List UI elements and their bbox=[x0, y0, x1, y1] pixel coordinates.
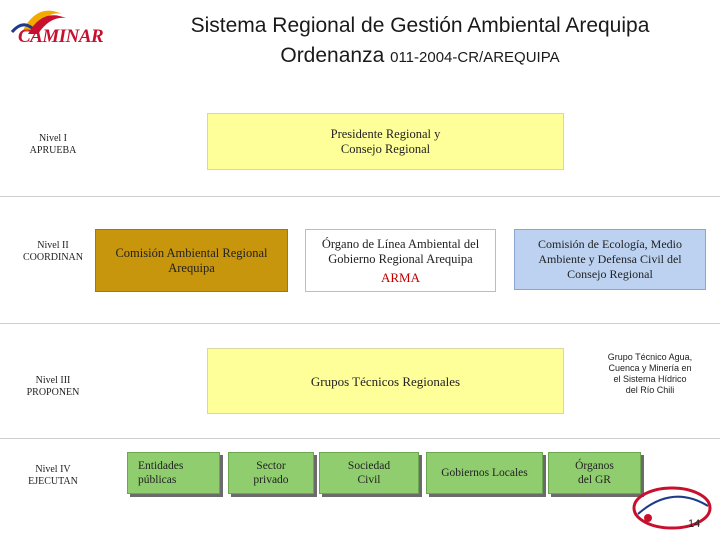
level-1-role: APRUEBA bbox=[29, 145, 77, 156]
presidente-regional-box bbox=[207, 113, 564, 170]
level-4-name: Nivel IV bbox=[35, 464, 71, 475]
grupos-tecnicos-label: Grupos Técnicos Regionales bbox=[310, 373, 461, 389]
executor-sociedad-civil bbox=[319, 452, 419, 494]
page-subtitle bbox=[150, 44, 690, 68]
grupo-note-line-2: Cuenca y Minería en bbox=[608, 363, 692, 373]
executor-2-line-2: privado bbox=[253, 474, 289, 486]
subtitle-main: Ordenanza bbox=[280, 44, 385, 67]
executor-1-line-2: públicas bbox=[138, 474, 177, 486]
organo-line-2: Gobierno Regional Arequipa bbox=[328, 251, 473, 266]
level-4-label bbox=[8, 464, 98, 488]
executor-2-line-1: Sector bbox=[256, 460, 286, 472]
executor-5-line-2: del GR bbox=[578, 474, 611, 486]
grupo-note-line-3: el Sistema Hídrico bbox=[613, 374, 687, 384]
organo-linea-box bbox=[305, 229, 496, 292]
level-2-role: COORDINAN bbox=[23, 252, 83, 263]
executor-5-line-1: Órganos bbox=[575, 460, 614, 472]
comision-ambiental-line-1: Comisión Ambiental Regional bbox=[115, 245, 268, 260]
comision-ecologia-box bbox=[514, 229, 706, 290]
page-title: Sistema Regional de Gestión Ambiental Arequipa bbox=[190, 14, 650, 37]
executor-1-line-1: Entidades bbox=[138, 460, 184, 472]
page-number: 14 bbox=[688, 518, 701, 530]
comision-ecologia-line-3: Consejo Regional bbox=[567, 267, 653, 281]
presidente-line-1: Presidente Regional y bbox=[330, 126, 441, 141]
executor-entidades-publicas bbox=[127, 452, 220, 494]
subtitle-code: 011-2004-CR/AREQUIPA bbox=[390, 49, 560, 66]
executor-3-line-2: Civil bbox=[357, 474, 381, 486]
level-3-label bbox=[8, 375, 98, 399]
level-1-name: Nivel I bbox=[38, 133, 68, 144]
comision-ecologia-line-2: Ambiente y Defensa Civil del bbox=[538, 252, 682, 266]
footer-logo bbox=[628, 478, 716, 536]
executor-sector-privado bbox=[228, 452, 314, 494]
organo-line-1: Órgano de Línea Ambiental del bbox=[321, 236, 480, 251]
level-1-label bbox=[8, 133, 98, 157]
grupos-tecnicos-box bbox=[207, 348, 564, 414]
comision-ambiental-box bbox=[95, 229, 288, 292]
level-4-role: EJECUTAN bbox=[28, 476, 78, 487]
comision-ambiental-line-2: Arequipa bbox=[168, 260, 215, 275]
level-3-name: Nivel III bbox=[35, 375, 71, 386]
presidente-line-2: Consejo Regional bbox=[340, 141, 431, 156]
level-separator-3 bbox=[0, 438, 720, 439]
level-2-label bbox=[8, 240, 98, 264]
level-separator-1 bbox=[0, 196, 720, 197]
level-separator-2 bbox=[0, 323, 720, 324]
comision-ecologia-line-1: Comisión de Ecología, Medio bbox=[538, 237, 682, 251]
executor-3-line-1: Sociedad bbox=[347, 460, 391, 472]
grupo-note-line-1: Grupo Técnico Agua, bbox=[607, 352, 693, 362]
grupo-note-line-4: del Río Chili bbox=[625, 385, 675, 395]
arma-label: ARMA bbox=[380, 269, 420, 285]
level-3-role: PROPONEN bbox=[26, 387, 80, 398]
logo-text: CAMINAR bbox=[18, 26, 104, 47]
level-2-name: Nivel II bbox=[37, 240, 69, 251]
executor-4-line-1: Gobiernos Locales bbox=[441, 467, 528, 479]
grupo-tecnico-agua-note bbox=[580, 352, 720, 396]
executor-gobiernos-locales bbox=[426, 452, 543, 494]
